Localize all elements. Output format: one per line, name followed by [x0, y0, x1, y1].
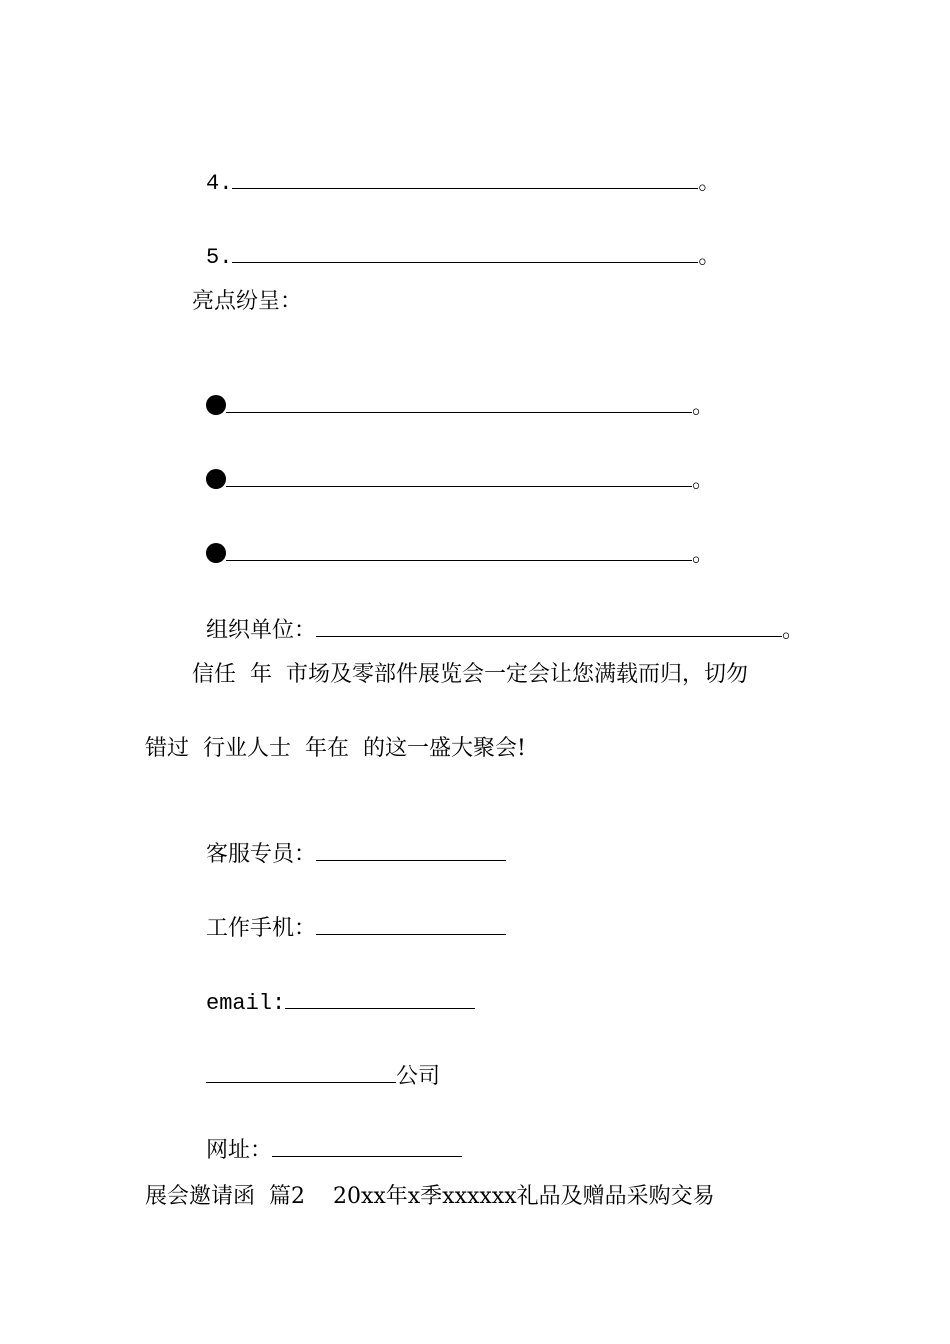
highlights-label: 亮点纷呈：: [192, 289, 303, 314]
paragraph-line-2: 错过 行业人士 年在 的这一盛大聚会!: [145, 736, 526, 761]
phone-line: [192, 886, 506, 943]
bullet-icon: [206, 469, 226, 489]
website-blank[interactable]: [272, 1136, 462, 1157]
item-4: [192, 140, 720, 198]
highlight-item: [192, 438, 714, 495]
item-5: [192, 214, 720, 272]
phone-blank[interactable]: [316, 914, 506, 935]
email-label: email:: [206, 991, 286, 1016]
line-end: 。: [698, 244, 721, 269]
highlight-item: [192, 512, 714, 569]
blank-line[interactable]: [232, 242, 698, 263]
highlight-item: [192, 364, 714, 421]
email-line: [192, 960, 475, 1018]
blank-line[interactable]: [232, 168, 698, 189]
company-suffix: 公司: [396, 1064, 441, 1089]
line-end: 。: [692, 394, 715, 419]
paragraph-line-1: 信任 年 市场及零部件展览会一定会让您满载而归，切勿: [192, 662, 748, 687]
blank-line[interactable]: [226, 392, 692, 413]
company-line: [192, 1034, 440, 1091]
line-end: 。: [698, 170, 721, 195]
blank-line[interactable]: [226, 540, 692, 561]
bullet-icon: [206, 543, 226, 563]
website-line: [192, 1108, 462, 1165]
blank-line[interactable]: [226, 466, 692, 487]
phone-label: 工作手机：: [206, 916, 317, 941]
line-end: 。: [692, 468, 715, 493]
item-number: 5.: [206, 245, 233, 270]
bullet-icon: [206, 395, 226, 415]
website-label: 网址：: [206, 1138, 273, 1163]
line-end: 。: [692, 542, 715, 567]
organizer-blank[interactable]: [316, 616, 782, 637]
company-blank[interactable]: [206, 1062, 396, 1083]
email-blank[interactable]: [285, 988, 475, 1009]
service-line: [192, 812, 506, 869]
service-label: 客服专员：: [206, 842, 317, 867]
organizer-label: 组织单位：: [206, 618, 317, 643]
footer-heading: 展会邀请函 篇2 20xx年x季xxxxxx礼品及赠品采购交易: [145, 1184, 715, 1209]
service-blank[interactable]: [316, 840, 506, 861]
line-end: 。: [782, 618, 805, 643]
organizer-line: [192, 588, 804, 645]
item-number: 4.: [206, 171, 233, 196]
